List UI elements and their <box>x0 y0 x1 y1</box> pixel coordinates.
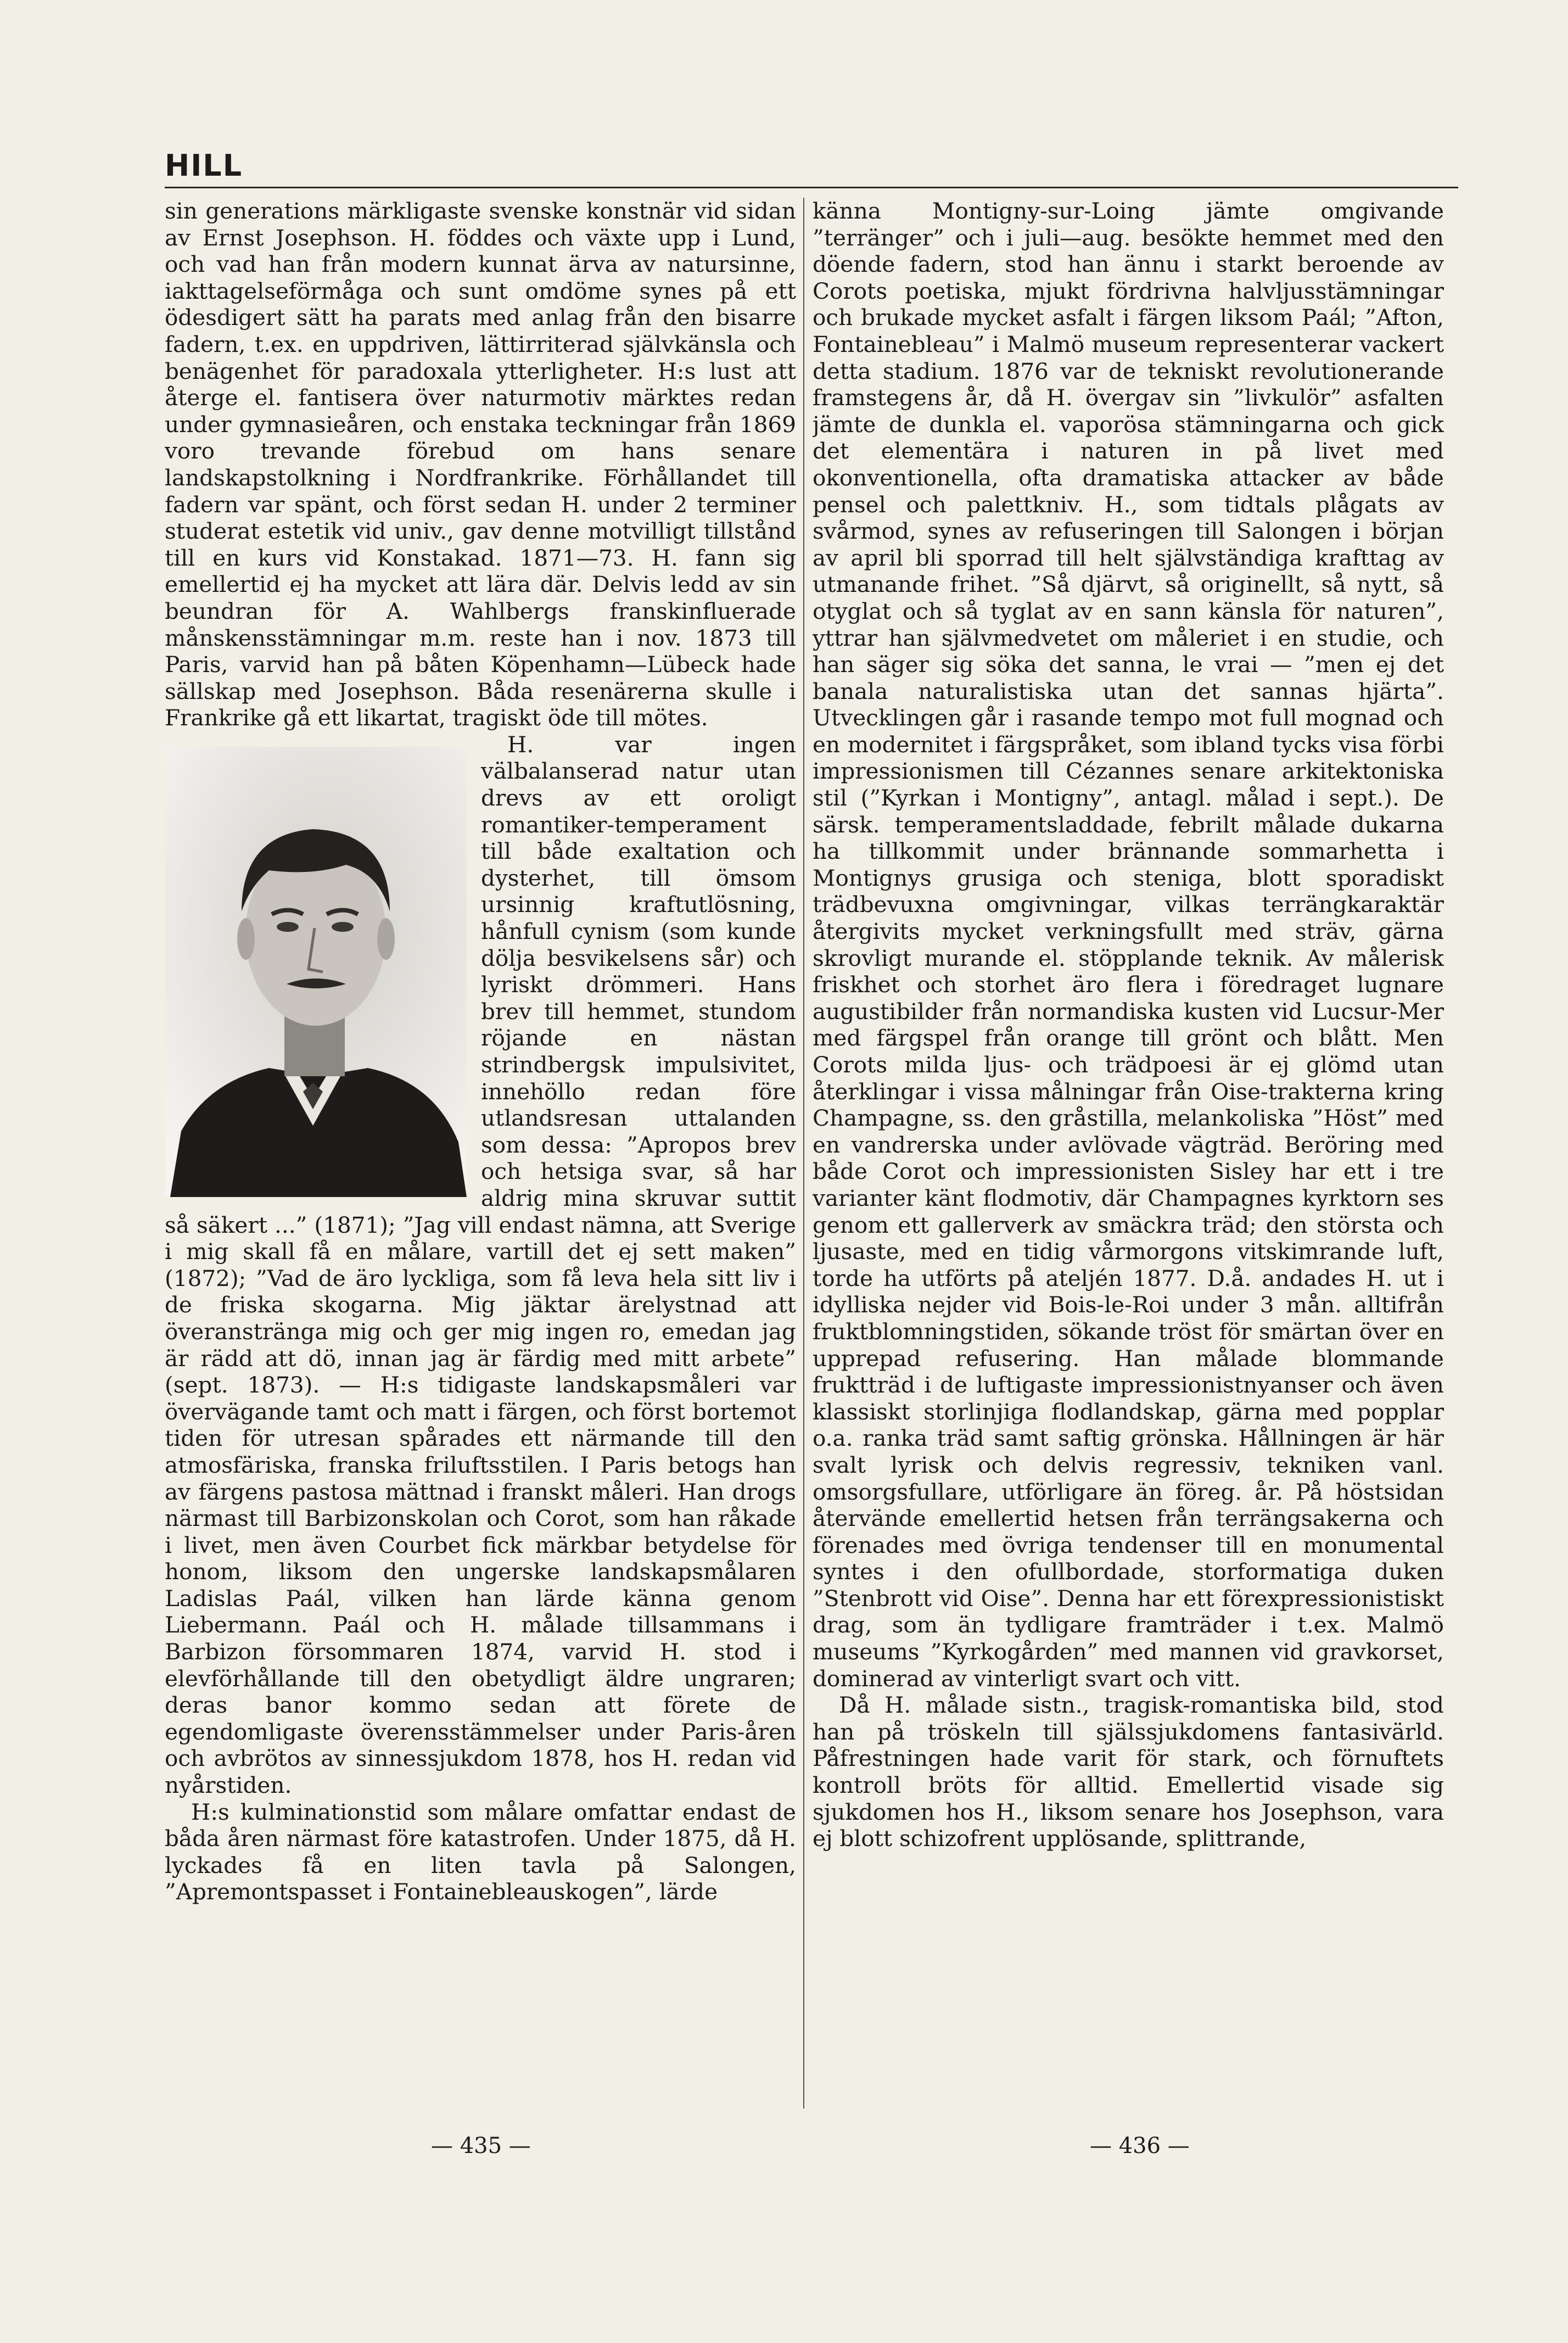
header-rule <box>165 187 1458 188</box>
left-paragraph-1: sin generations märkligaste svenske konstnär vid sidan av Ernst Josephson. H. föddes och växte upp i Lund, och vad han från modern kunnat ärva av natursinne, iakttagelseförmåga och sunt omdöme synes på ett ödesdigert sätt ha parats med anlag från den bisarre fadern, t.ex. en uppdriven, lättirriterad självkänsla och benägenhet för paradoxala ytterligheter. H:s lust att återge el. fantisera över naturmotiv märktes redan under gymnasieåren, och enstaka teckningar från 1869 voro trevande förebud om hans senare landskapstolkning i Nordfrankrike. Förhållandet till fadern var spänt, och först sedan H. under 2 terminer studerat estetik vid univ., gav denne motvilligt tillstånd till en kurs vid Konstakad. 1871—73. H. fann sig emellertid ej ha mycket att lära där. Delvis ledd av sin beundran för A. Wahlbergs franskinfluerade månskensstämningar m.m. reste han i nov. 1873 till Paris, varvid han på båten Köpenhamn—Lübeck hade sällskap med Josephson. Båda resenärerna skulle i Frankrike gå ett likartat, tragiskt öde till mötes. <box>165 198 796 731</box>
left-paragraph-2 <box>165 731 796 1799</box>
column-divider <box>803 198 804 2109</box>
left-paragraph-2-text: H. var ingen välbalanserad natur utan drevs av ett oroligt romantiker-temperament till både exaltation och dysterhet, till ömsom ursinnig kraftutlösning, hånfull cynism (som kunde dölja besvikelsens sår) och lyriskt drömmeri. Hans brev till hemmet, stundom röjande en nästan strindbergsk impulsivitet, innehöllo redan före utlandsresan uttalanden som dessa: ”Apropos brev och hetsiga svar, så har aldrig mina skruvar suttit så säkert ...” (1871); ”Jag vill endast nämna, att Sverige i mig skall få en målare, vartill det ej sett maken” (1872); ”Vad de äro lyckliga, som få leva hela sitt liv i de friska skogarna. Mig jäktar ärelystnad att överanstränga mig och ger mig ingen ro, emedan jag är rädd att dö, innan jag är färdig med mitt arbete” (sept. 1873). — H:s tidigaste landskapsmåleri var övervägande tamt och matt i färgen, och först bortemot tiden för utresan spårades ett närmande till den atmosfäriska, franska friluftsstilen. I Paris betogs han av färgens pastosa mättnad i franskt måleri. Han drogs närmast till Barbizonskolan och Corot, som han råkade i livet, men även Courbet fick märkbar betydelse för honom, liksom den ungerske landskapsmålaren Ladislas Paál, vilken han lärde känna genom Liebermann. Paál och H. målade tillsammans i Barbizon försommaren 1874, varvid H. stod i elevförhållande till den obetydligt äldre ungraren; deras banor kommo sedan att förete de egendomligaste överensstämmelser under Paris-åren och avbrötos av sinnessjukdom 1878, hos H. redan vid nyårstiden. <box>165 731 796 1799</box>
left-paragraph-3: H:s kulminationstid som målare omfattar endast de båda åren närmast före katastrofen. Under 1875, då H. lyckades få en liten tavla på Salongen, ”Apremontspasset i Fontainebleauskogen”, lärde <box>165 1798 796 1905</box>
left-column <box>165 198 796 2092</box>
right-column <box>813 198 1444 2092</box>
running-head: HILL <box>165 148 243 183</box>
right-paragraph-1: känna Montigny-sur-Loing jämte omgivande ”terränger” och i juli—aug. besökte hemmet med den döende fadern, stod han ännu i starkt beroende av Corots poetiska, mjukt fördrivna halvljusstämningar och brukade mycket asfalt i färgen liksom Paál; ”Afton, Fontainebleau” i Malmö museum representerar vackert detta stadium. 1876 var de tekniskt revolutionerande framstegens år, då H. övergav sin ”livkulör” asfalten jämte de dunkla el. vaporösa stämningarna och gick det elementära i naturen in på livet med okonventionella, ofta dramatiska attacker av både pensel och palettkniv. H., som tidtals plågats av svårmod, synes av refuseringen till Salongen i början av april bli sporrad till helt självständiga krafttag av utmanande frihet. ”Så djärvt, så originellt, så nytt, så otyglat och så tyglat av en sann känsla för naturen”, yttrar han självmedvetet om måleriet i en studie, och han säger sig söka det sanna, le vrai — ”men ej det banala naturalistiska utan det sannas hjärta”. Utvecklingen går i rasande tempo mot full mognad och en modernitet i färgspråket, som ibland tycks visa förbi impressionismen till Cézannes senare arkitektoniska stil (”Kyrkan i Montigny”, antagl. målad i sept.). De särsk. temperamentsladdade, febrilt målade dukarna ha tillkommit under brännande sommarhetta i Montignys grusiga och steniga, blott sporadiskt trädbevuxna omgivningar, vilkas terrängkaraktär återgivits mycket verkningsfullt med sträv, gärna skrovligt murande el. stöpplande teknik. Av målerisk friskhet och storhet äro flera i föredraget lugnare augustibilder från normandiska kusten vid Lucsur-Mer med färgspel från orange till grönt och blått. Men Corots milda ljus- och trädpoesi är ej glömd utan återklingar i vissa målningar från Oise-trakterna kring Champagne, ss. den gråstilla, melankoliska ”Höst” med en vandrerska under avlövade vägträd. Beröring med både Corot och impressionisten Sisley har ett i tre varianter känt flodmotiv, där Champagnes kyrktorn ses genom ett gallerverk av smäckra träd; den största och ljusaste, med en tidig vårmorgons vitskimrande luft, torde ha utförts på ateljén 1877. D.å. andades H. ut i idylliska nejder vid Bois-le-Roi under 3 mån. alltifrån fruktblomningstiden, sökande tröst för smärtan över en upprepad refusering. Han målade blommande fruktträd i de luftigaste impressionistnyanser och även klassiskt storlinjiga flodlandskap, gärna med popplar o.a. ranka träd samt saftig grönska. Hållningen är här svalt lyrisk och delvis regressiv, tekniken vanl. omsorgsfullare, utförligare än föreg. år. På höstsidan återvände emellertid hetsen från terrängsakerna och förenades med övriga tendenser till en monumental syntes i den ofullbordade, storformatiga duken ”Stenbrott vid Oise”. Denna har ett förexpressionistiskt drag, som än tydligare framträder i t.ex. Malmö museums ”Kyrkogården” med mannen vid gravkorset, dominerad av vinterligt svart och vitt. <box>813 198 1444 1692</box>
portrait-photo-icon <box>165 747 467 1197</box>
page-number-left: — 435 — <box>431 2133 531 2159</box>
right-paragraph-2: Då H. målade sistn., tragisk-romantiska bild, stod han på tröskeln till själssjukdomens fantasivärld. Påfrestningen hade varit för stark, och förnuftets kontroll bröts för alltid. Emellertid visade sig sjukdomen hos H., liksom senare hos Josephson, vara ej blott schizofrent upplösande, splittrande, <box>813 1692 1444 1852</box>
page-number-right: — 436 — <box>1090 2133 1190 2159</box>
